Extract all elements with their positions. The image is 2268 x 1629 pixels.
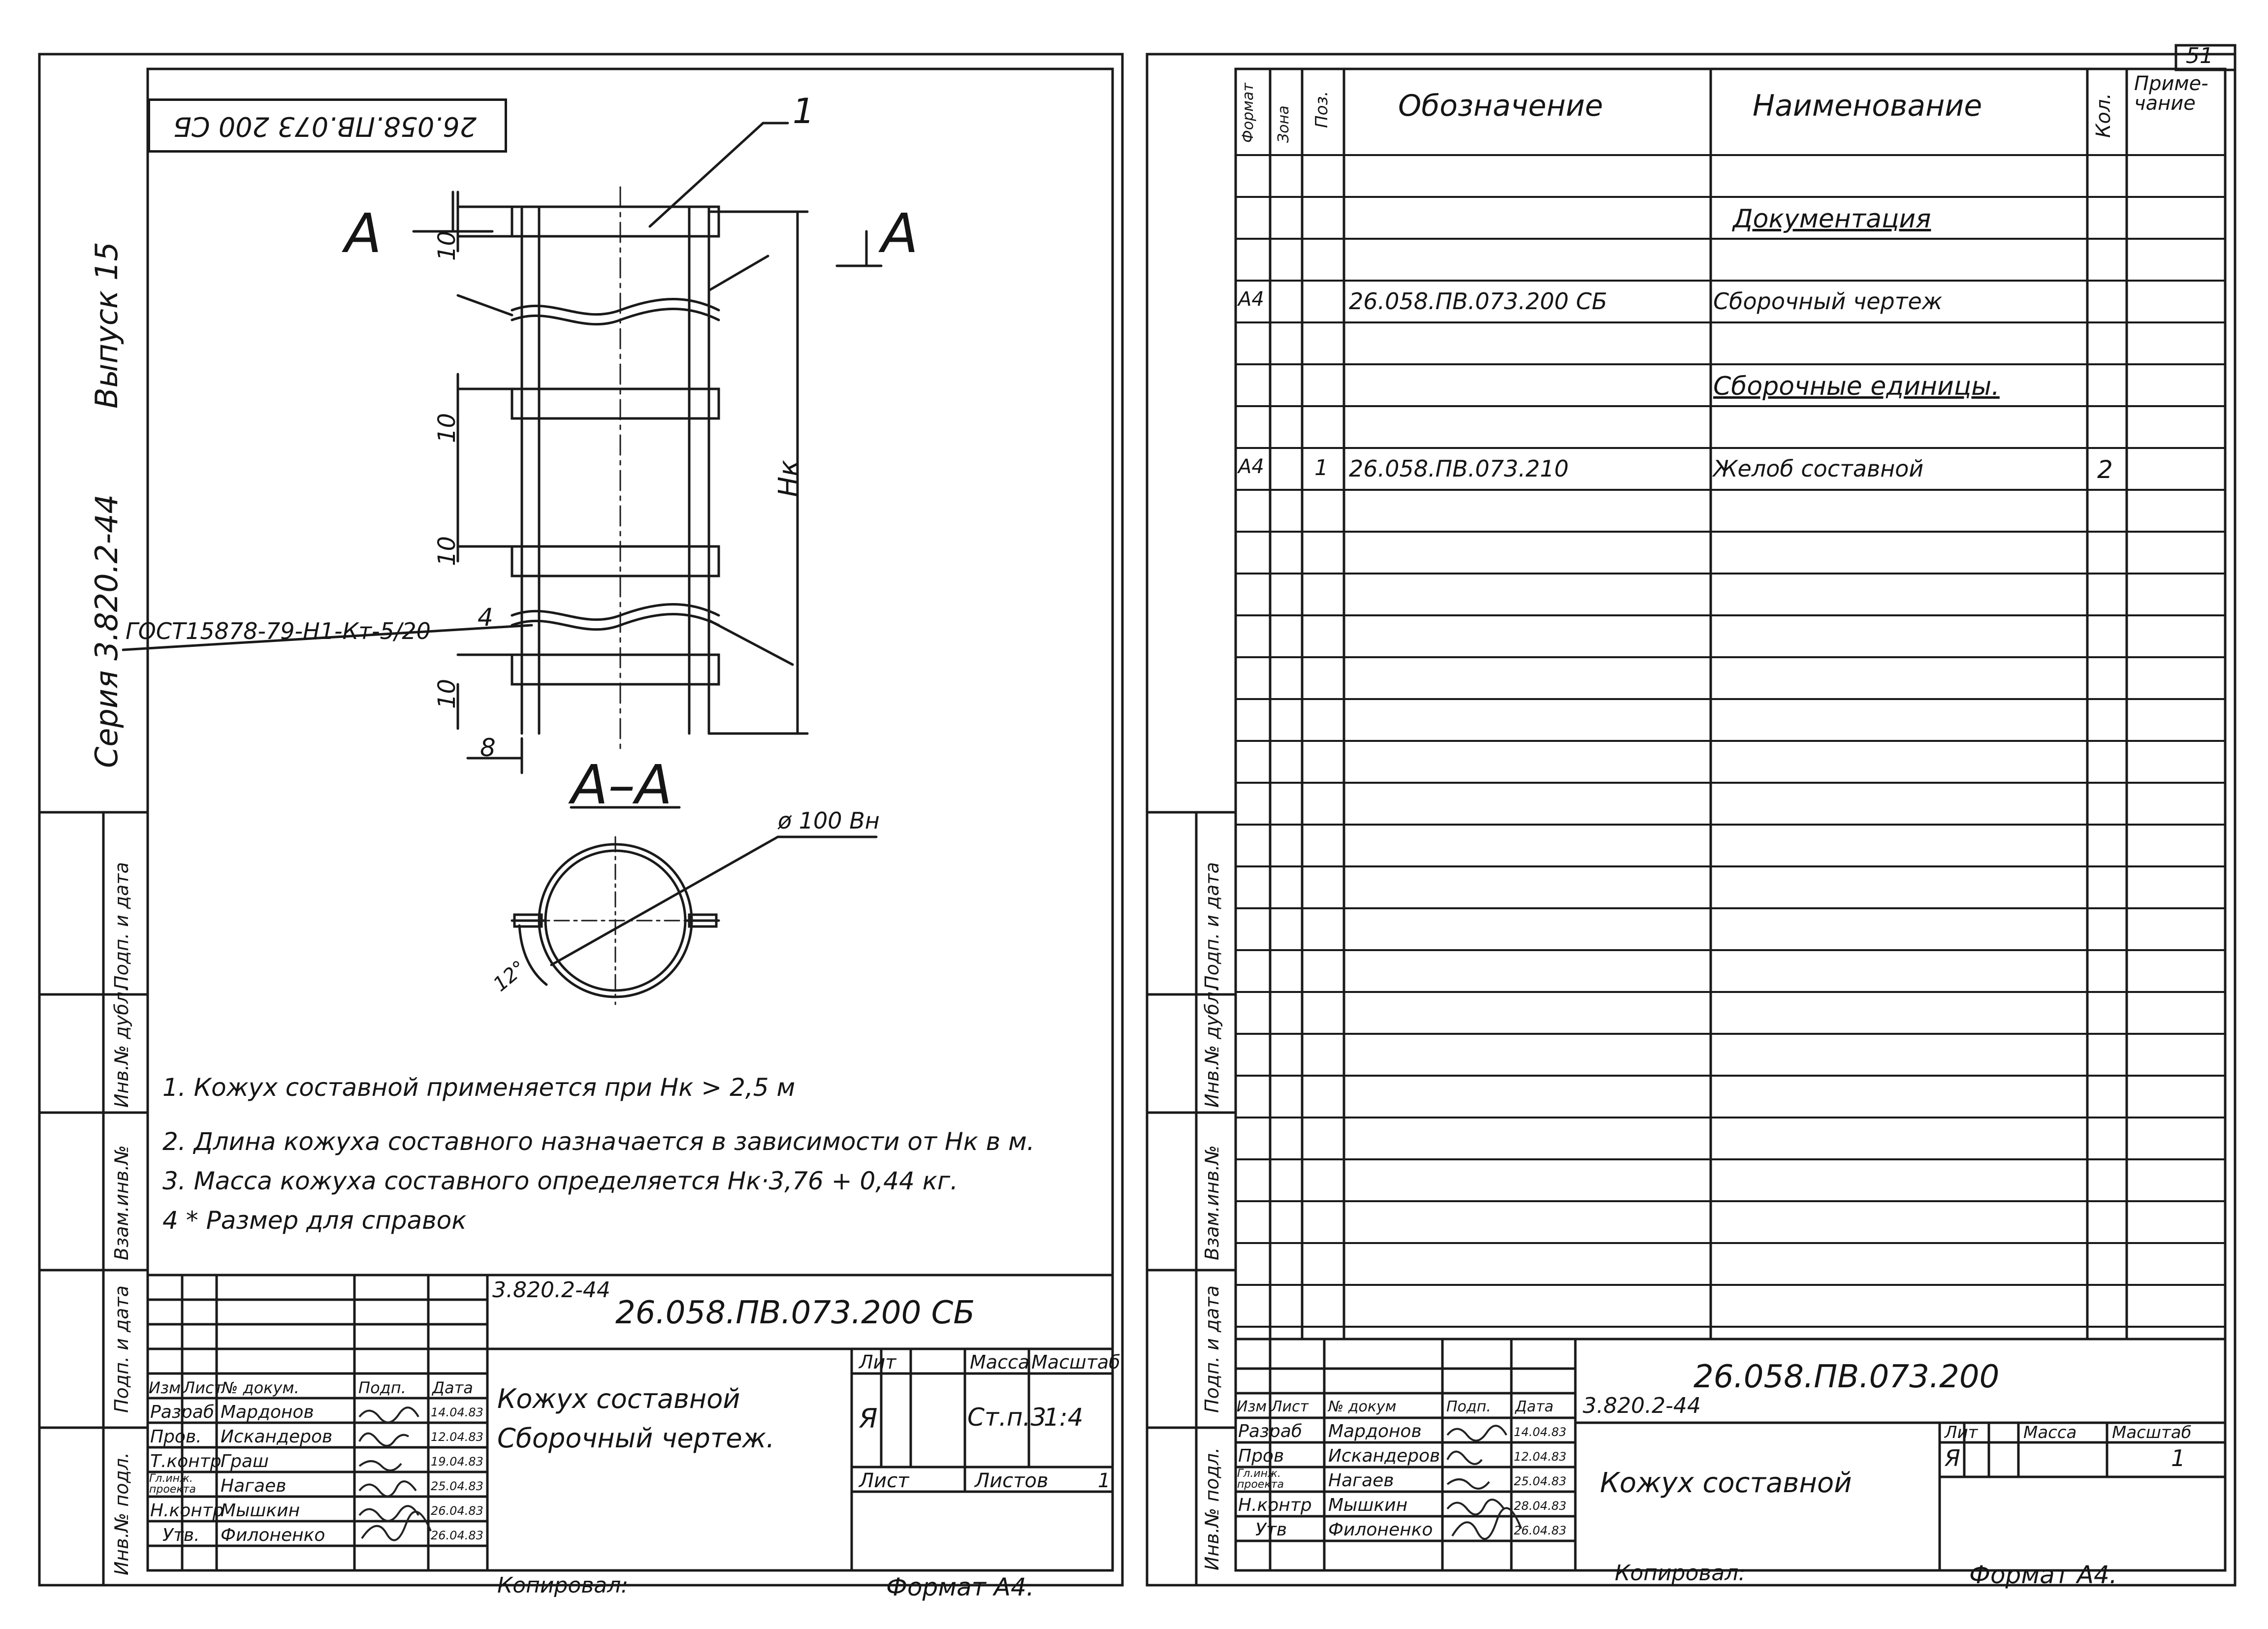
left-tb-doc-code: 26.058.ПВ.073.200 СБ [615,1295,975,1331]
dim-8: 8 [480,734,496,762]
spec-hdr-format: Формат [1240,83,1257,143]
right-tb-scale-label: Масштаб [2112,1423,2192,1442]
right-tb-role-2: Пров [1238,1446,1284,1466]
left-tb-name-5: Мышкин [221,1501,300,1521]
left-tb-date-1: 14.04.83 [431,1405,483,1419]
right-tb-name-4: Мышкин [1328,1495,1408,1515]
spec-cell-qty: 2 [2097,455,2113,484]
left-tb-date-6: 26.04.83 [431,1529,483,1542]
spec-cell-format: А4 [1238,455,1264,478]
right-stamp-vzam-inv: Взам.инв.№ [1201,1145,1223,1260]
dim-10-lower: 10 [433,536,461,566]
right-tb-role-5: Утв [1255,1520,1287,1540]
stamp-label-podp-data: Подп. и дата [111,1285,132,1413]
right-stamp-inv-dubl: Инв.№ дубл. [1201,986,1223,1108]
left-tb-title-1: Кожух составной [497,1383,740,1414]
left-tb-sheet-label: Лист [859,1469,909,1492]
dim-10-bottom: 10 [433,678,461,709]
left-tb-date-5: 26.04.83 [431,1504,483,1518]
note-1: 1. Кожух составной применяется при Hк > 2,5 м [162,1073,796,1102]
right-tb-name-3: Нагаев [1328,1470,1394,1491]
gost-label: ГОСТ15878-79-Н1-Кт-5/20 [126,618,431,644]
left-tb-mass-value: Ст.п.3 [967,1403,1047,1432]
stamp-label-podp-data-2: Подп. и дата [111,862,132,990]
right-tb-role-1: Разраб [1238,1421,1303,1441]
right-tb-hdr-izm: Изм [1237,1398,1267,1415]
right-tb-lit-value: Я [1945,1445,1960,1471]
right-copied: Копировал: [1615,1561,1746,1586]
leader-4-label: 4 [478,603,493,632]
left-tb-name-6: Филоненко [221,1525,325,1545]
left-tb-hdr-izm: Изм [149,1378,181,1397]
right-tb-title: Кожух составной [1600,1467,1852,1499]
spec-hdr-name: Наименование [1753,89,1982,123]
note-3: 3. Масса кожуха составного определяется Hк·3,76 + 0,44 кг. [162,1167,958,1195]
note-2: 2. Длина кожуха составного назначается в зависимости от Hк в м. [162,1127,1035,1156]
right-format: Формат А4. [1969,1561,2117,1589]
right-tb-name-1: Мардонов [1328,1421,1422,1441]
section-title: А–А [571,753,672,816]
right-tb-hdr-doc: № докум [1328,1398,1397,1415]
left-tb-role-6: Утв. [162,1525,200,1545]
right-tb-date-2: 12.04.83 [1514,1450,1566,1464]
angle-label: 12° [489,956,531,996]
right-tb-date-1: 14.04.83 [1514,1425,1566,1439]
note-4: 4 * Размер для справок [162,1206,467,1235]
right-tb-name-5: Филоненко [1328,1520,1433,1540]
left-tb-role-4: Гл.инж. проекта [149,1472,196,1496]
right-stamp-inv-podl: Инв.№ подл. [1201,1447,1223,1570]
dim-hk: Hк [773,460,805,497]
right-stamp-podp-data-2: Подп. и дата [1201,862,1223,990]
left-tb-sheets-value: 1 [1098,1469,1111,1492]
spec-hdr-pos: Поз. [1312,91,1332,128]
spec-cell-pos: 1 [1314,455,1328,480]
left-tb-lit-value: Я [859,1403,878,1434]
left-tb-scale-label: Масштаб [1031,1351,1120,1373]
section-marker-right: А [881,202,919,265]
left-tb-role-1: Разраб [150,1402,215,1422]
spec-hdr-zone: Зона [1275,105,1292,143]
left-tb-name-4: Нагаев [221,1476,287,1496]
right-tb-lit-label: Лит [1945,1423,1978,1442]
diameter-label: ø 100 Вн [778,807,880,834]
corner-code-rotated: 26.058.ПВ.073 200 СБ [173,111,477,142]
left-copied: Копировал: [497,1573,629,1598]
left-tb-name-1: Мардонов [221,1402,314,1422]
spec-hdr-designation: Обозначение [1398,89,1603,123]
right-tb-sheet-value: 1 [2171,1445,2186,1471]
left-tb-hdr-doc: № докум. [222,1378,299,1397]
left-tb-date-2: 12.04.83 [431,1430,483,1444]
spec-cell-designation: 26.058.ПВ.073.200 СБ [1349,288,1607,315]
spec-cell-designation: 26.058.ПВ.073.210 [1349,455,1569,482]
right-tb-role-4: Н.контр [1238,1495,1312,1515]
left-tb-hdr-data: Дата [432,1378,473,1397]
right-tb-date-3: 25.04.83 [1514,1474,1566,1488]
left-tb-mass-label: Масса [970,1351,1030,1373]
stamp-label-vzam-inv: Взам.инв.№ [111,1145,132,1260]
section-marker-left: А [345,202,382,265]
left-tb-date-4: 25.04.83 [431,1479,483,1493]
stamp-label-inv-podl: Инв.№ подл. [111,1452,132,1575]
right-tb-date-5: 26.04.83 [1514,1524,1566,1537]
left-tb-role-5: Н.контр [150,1501,224,1521]
left-tb-role-2: Пров. [150,1427,202,1447]
left-tb-lit-label: Лит [859,1351,896,1373]
stamp-label-inv-dubl: Инв.№ дубл. [111,986,132,1108]
left-format: Формат А4. [886,1573,1034,1601]
spec-cell-name: Сборочные единицы. [1713,372,2000,401]
spec-hdr-qty: Кол. [2092,93,2115,138]
right-tb-hdr-list: Лист [1271,1398,1309,1415]
right-tb-role-3: Гл.инж. проекта [1237,1468,1284,1491]
right-tb-date-4: 28.04.83 [1514,1499,1566,1513]
dim-10-mid: 10 [433,413,461,443]
right-tb-hdr-podp: Подп. [1446,1398,1491,1415]
left-tb-scale-value: 1:4 [1044,1403,1084,1432]
left-tb-hdr-podp: Подп. [358,1378,406,1397]
right-tb-name-2: Искандеров [1328,1446,1440,1466]
spec-cell-format: А4 [1238,288,1264,311]
left-tb-name-3: Граш [221,1451,269,1471]
issue-vertical: Выпуск 15 [89,242,125,409]
left-tb-title-2: Сборочный чертеж. [497,1423,775,1454]
right-tb-mass-label: Масса [2023,1423,2077,1442]
left-tb-date-3: 19.04.83 [431,1455,483,1469]
right-tb-hdr-data: Дата [1515,1398,1554,1415]
page-number: 51 [2186,43,2213,68]
dim-10-top: 10 [433,230,461,261]
leader-1-label: 1 [793,91,815,131]
right-tb-doc-code: 26.058.ПВ.073.200 [1693,1359,2000,1395]
spec-cell-name: Сборочный чертеж [1713,288,1943,315]
right-tb-series: 3.820.2-44 [1583,1393,1701,1418]
series-vertical: Серия 3.820.2-44 [89,494,125,768]
spec-cell-name: Желоб составной [1713,455,1924,482]
spec-cell-name: Документация [1733,204,1931,234]
left-tb-hdr-list: Лист [183,1378,224,1397]
spec-hdr-note: Приме- чание [2134,72,2208,115]
right-stamp-podp-data: Подп. и дата [1201,1285,1223,1413]
left-tb-role-3: Т.контр [150,1451,222,1471]
left-tb-sheets-label: Листов [975,1469,1049,1492]
left-tb-name-2: Искандеров [221,1427,333,1447]
left-tb-series: 3.820.2-44 [492,1278,610,1303]
